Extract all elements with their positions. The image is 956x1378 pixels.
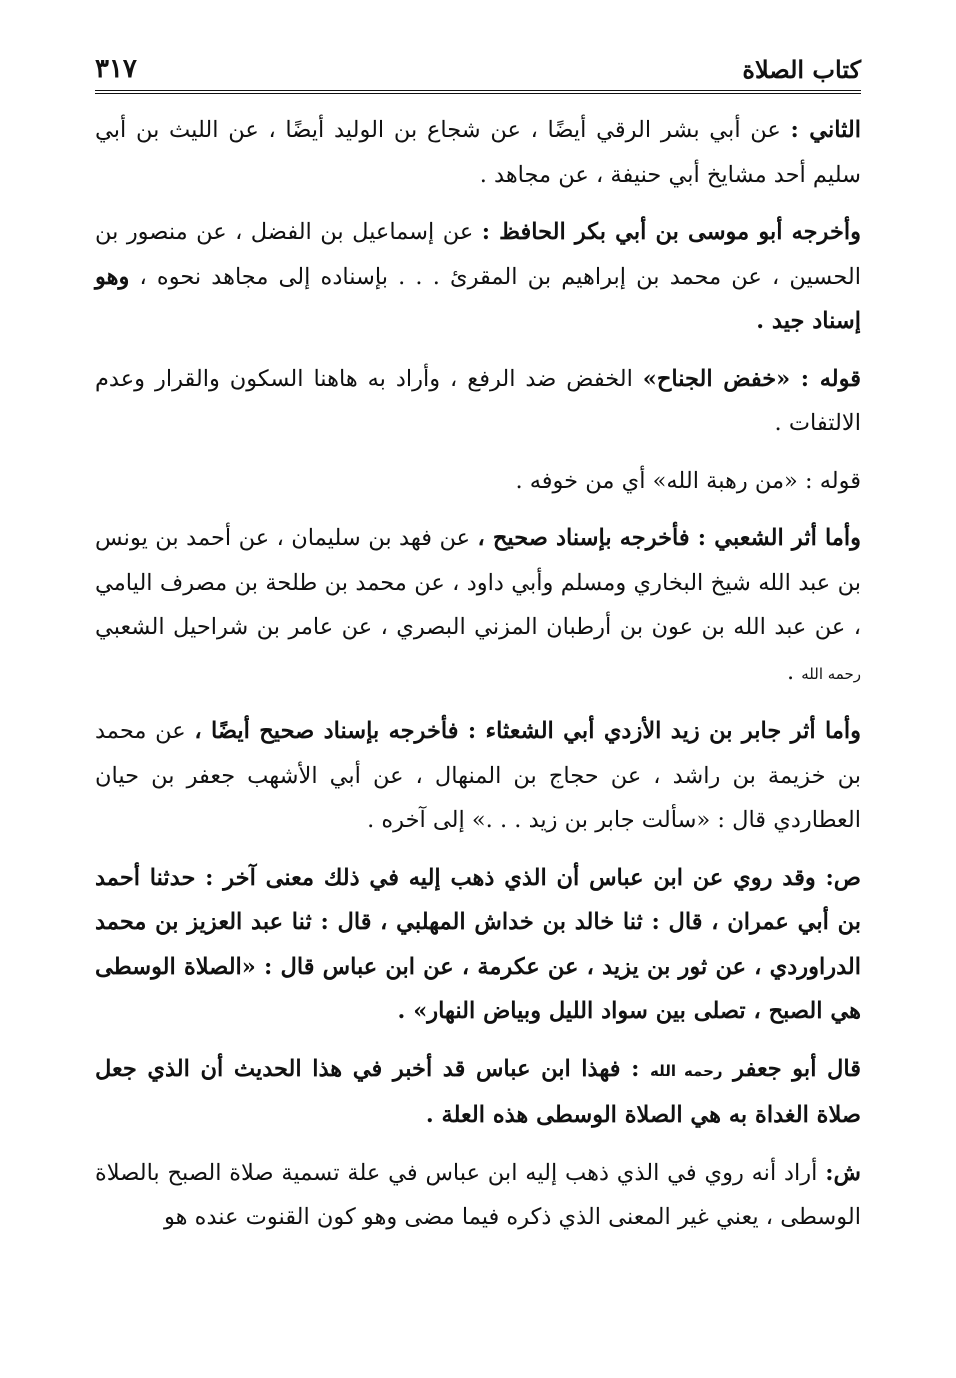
paragraph-lead: وأخرجه أبو موسى بن أبي بكر الحافظ :	[481, 219, 862, 245]
paragraph-text: عن إسماعيل بن الفضل ، عن منصور بن الحسين ، عن محمد بن إبراهيم بن المقرئ . . . بإسناده إلى مجاهد نحوه ،	[95, 219, 861, 290]
paragraph-abu-musa	[95, 210, 861, 344]
paragraph-abu-jafar	[95, 1047, 861, 1138]
paragraph-text: الخفض ضد الرفع ، وأراد به هاهنا السكون والقرار وعدم الالتفات .	[95, 365, 861, 436]
paragraph-second-chain	[95, 108, 861, 197]
paragraph-end: .	[786, 658, 802, 685]
paragraph-rahbat-allah	[95, 459, 861, 504]
paragraph-lead: وأما أثر جابر بن زيد الأزدي أبي الشعثاء : فأخرجه بإسناد صحيح أيضًا ،	[194, 718, 862, 744]
paragraph-lead: قال أبو جعفر	[733, 1055, 861, 1082]
paragraph-lead: وأما أثر الشعبي : فأخرجه بإسناد صحيح ،	[477, 525, 862, 551]
paragraph-athar-shabi	[95, 516, 861, 696]
paragraph-athar-jabir	[95, 709, 861, 843]
paragraph-text: عن أبي بشر الرقي أيضًا ، عن شجاع بن الوليد أيضًا ، عن الليث بن أبي سليم أحد مشايخ أبي حنيفة ، عن مجاهد .	[95, 117, 861, 188]
page-body	[95, 108, 861, 1240]
paragraph-lead: قوله : «خفض الجناح»	[642, 365, 861, 392]
honorific-glyph: رحمه الله	[801, 664, 861, 683]
book-page	[95, 38, 861, 1358]
paragraph-khafd-al-janah	[95, 357, 861, 446]
paragraph-text: وقد روي عن ابن عباس أن الذي ذهب إليه في ذلك معنى آخر : حدثنا أحمد بن أبي عمران ، قال : ثنا خالد بن خداش المهلبي ، قال : ثنا عبد العزيز بن محمد الدراوردي ، عن ثور بن يزيد ، عن عكرمة ، عن ابن عباس قال : «الصلاة الوسطى هي الصبح ، تصلى بين سواد الليل وبياض النهار» .	[95, 864, 861, 1024]
paragraph-lead: ش:	[825, 1159, 861, 1186]
book-section-title: كتاب الصلاة	[742, 55, 861, 84]
page-number: ٣١٧	[95, 54, 137, 84]
paragraph-lead: الثاني :	[790, 117, 861, 143]
paragraph-text: عن محمد بن خزيمة بن راشد ، عن حجاج بن المنهال ، عن أبي الأشهب جعفر بن حيان العطاردي قال : «سألت جابر بن زيد . . .» إلى آخره .	[95, 718, 861, 833]
page-header	[95, 38, 861, 94]
paragraph-sharh	[95, 1151, 861, 1240]
paragraph-text: : فهذا ابن عباس قد أخبر في هذا الحديث أن الذي جعل صلاة الغداة به هي الصلاة الوسطى هذه العلة .	[95, 1055, 861, 1128]
paragraph-text: قوله : «من رهبة الله» أي من خوفه .	[515, 467, 861, 494]
paragraph-text: أراد أنه روي في الذي ذهب إليه ابن عباس في علة تسمية صلاة الصبح بالصلاة الوسطى ، يعني غير المعنى الذي ذكره فيما مضى وهو كون القنوت عنده هو	[95, 1159, 861, 1230]
paragraph-lead: ص:	[825, 864, 861, 891]
paragraph-sad-text	[95, 856, 861, 1034]
paragraph-tail: وهو إسناد جيد .	[95, 263, 861, 334]
paragraph-text: عن فهد بن سليمان ، عن أحمد بن يونس بن عبد الله شيخ البخاري ومسلم وأبي داود ، عن محمد بن طلحة بن مصرف اليامي ، عن عبد الله بن عون بن أرطبان المزني البصري ، عن عامر بن شراحيل الشعبي	[95, 525, 861, 640]
honorific-glyph: رحمه الله	[649, 1061, 723, 1080]
